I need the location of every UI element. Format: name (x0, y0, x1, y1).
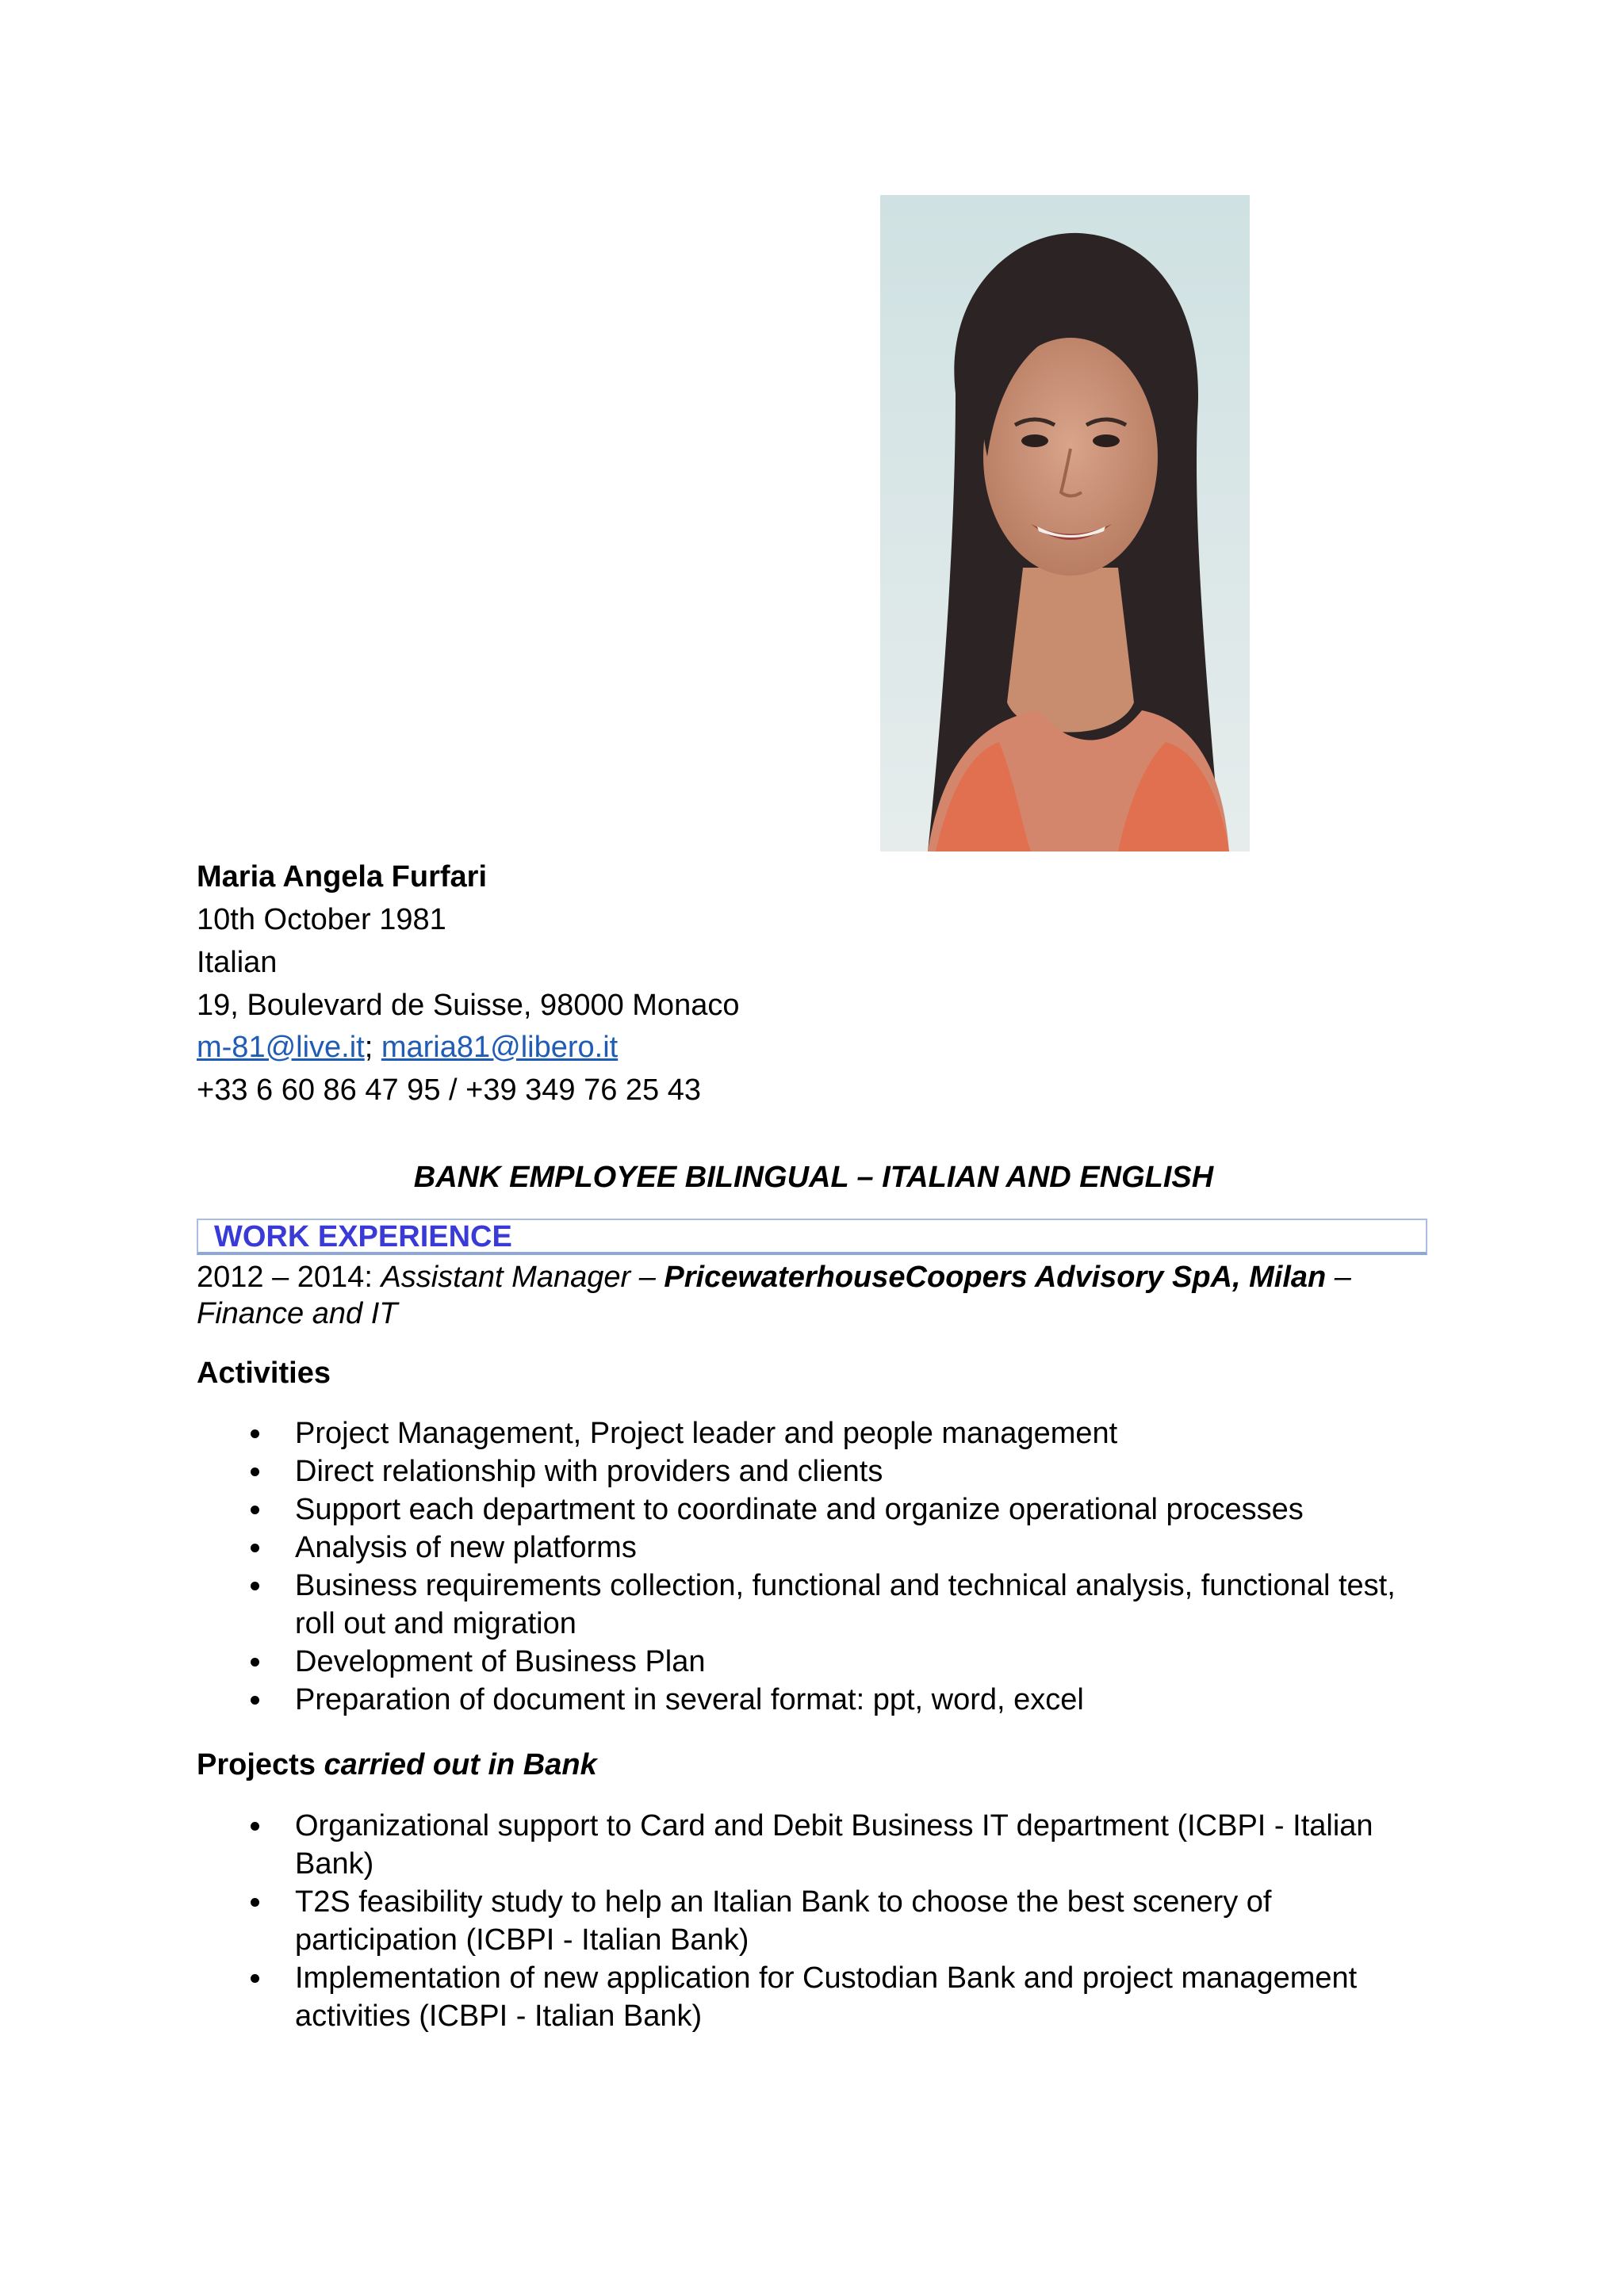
job-period: 2012 – 2014: (197, 1261, 381, 1294)
list-item (197, 1807, 1431, 1883)
list-item-text: Business requirements collection, functional and technical analysis, functional test, roll out and migration (295, 1569, 1396, 1640)
list-item-text: Analysis of new platforms (295, 1531, 637, 1564)
nationality: Italian (197, 946, 278, 979)
list-item (197, 1643, 1431, 1681)
work-experience-header (197, 1219, 1427, 1255)
projects-title (197, 1747, 597, 1783)
list-item-text: Preparation of document in several format: ppt, word, excel (295, 1683, 1084, 1716)
cv-headline: BANK EMPLOYEE BILINGUAL – ITALIAN AND ENGLISH (413, 1161, 1214, 1194)
bullet-icon (251, 1696, 259, 1705)
job-dash-2: – (1326, 1261, 1351, 1294)
bullet-icon (251, 1658, 259, 1667)
email-line (197, 1029, 618, 1066)
list-item-text: Project Management, Project leader and people management (295, 1417, 1118, 1450)
job-entry (197, 1259, 1431, 1332)
bullet-icon (251, 1898, 259, 1907)
list-item-text: Direct relationship with providers and clients (295, 1455, 883, 1488)
projects-title-italic: carried out in Bank (324, 1748, 597, 1781)
bullet-icon (251, 1822, 259, 1831)
list-item (197, 1529, 1431, 1567)
list-item (197, 1490, 1431, 1529)
activities-title: Activities (197, 1357, 331, 1390)
address: 19, Boulevard de Suisse, 98000 Monaco (197, 989, 740, 1022)
activities-list (197, 1414, 1431, 1719)
email-link-1[interactable]: m-81@live.it (197, 1031, 365, 1064)
list-item-text: Development of Business Plan (295, 1645, 706, 1678)
email-link-2[interactable]: maria81@libero.it (381, 1031, 619, 1064)
job-role: Assistant Manager (381, 1261, 631, 1294)
list-item-text: Support each department to coordinate and organize operational processes (295, 1493, 1304, 1526)
bullet-icon (251, 1468, 259, 1476)
bullet-icon (251, 1582, 259, 1590)
projects-title-main: Projects (197, 1748, 324, 1781)
section-title: WORK EXPERIENCE (214, 1220, 512, 1253)
bullet-icon (251, 1974, 259, 1983)
bullet-icon (251, 1429, 259, 1438)
email-separator: ; (364, 1031, 381, 1064)
job-department: Finance and IT (197, 1297, 398, 1330)
bullet-icon (251, 1506, 259, 1514)
phone: +33 6 60 86 47 95 / +39 349 76 25 43 (197, 1073, 702, 1107)
list-item (197, 1959, 1431, 2035)
list-item-text: Organizational support to Card and Debit Business IT department (ICBPI - Italian Bank) (295, 1809, 1373, 1881)
person-name: Maria Angela Furfari (197, 860, 488, 894)
list-item (197, 1883, 1431, 1959)
job-company: PricewaterhouseCoopers Advisory SpA, Milan (664, 1261, 1327, 1294)
list-item (197, 1414, 1431, 1452)
list-item-text: Implementation of new application for Custodian Bank and project management activities (ICBPI - Italian Bank) (295, 1961, 1358, 2033)
birth-date: 10th October 1981 (197, 903, 446, 936)
profile-photo (880, 195, 1250, 851)
bullet-icon (251, 1544, 259, 1552)
list-item (197, 1452, 1431, 1490)
projects-list (197, 1807, 1431, 2035)
list-item (197, 1567, 1431, 1643)
list-item-text: T2S feasibility study to help an Italian Bank to choose the best scenery of participation (ICBPI - Italian Bank) (295, 1885, 1272, 1957)
job-dash: – (630, 1261, 665, 1294)
list-item (197, 1681, 1431, 1719)
